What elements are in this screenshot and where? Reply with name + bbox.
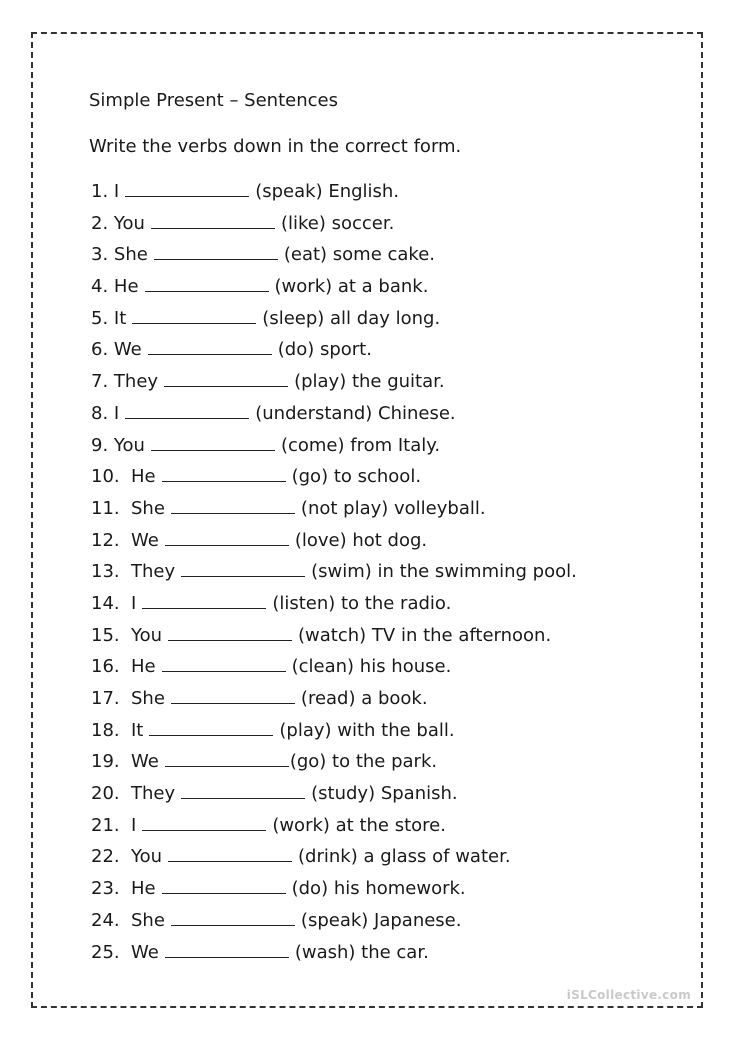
item-prompt: (speak) Japanese.	[300, 909, 462, 931]
exercise-item	[91, 590, 577, 622]
item-prompt: (do) sport.	[277, 339, 372, 361]
item-prompt: (study) Spanish.	[311, 783, 458, 805]
item-number: 14.	[91, 592, 120, 614]
item-number: 15.	[91, 624, 120, 646]
item-subject: I	[131, 814, 137, 836]
exercise-item	[91, 527, 577, 559]
answer-blank[interactable]	[162, 465, 286, 482]
answer-blank[interactable]	[181, 560, 305, 577]
exercise-item	[91, 241, 577, 273]
item-number: 4.	[91, 276, 109, 298]
item-subject: They	[131, 783, 176, 805]
answer-blank[interactable]	[149, 719, 273, 736]
answer-blank[interactable]	[125, 180, 249, 197]
item-subject: He	[113, 276, 139, 298]
item-prompt: (like) soccer.	[280, 212, 395, 234]
answer-blank[interactable]	[151, 434, 275, 451]
item-subject: They	[131, 561, 176, 583]
item-number: 22.	[91, 846, 120, 868]
answer-blank[interactable]	[181, 782, 305, 799]
exercise-item	[91, 495, 577, 527]
answer-blank[interactable]	[171, 909, 295, 926]
exercise-item	[91, 685, 577, 717]
item-number: 12.	[91, 529, 120, 551]
answer-blank[interactable]	[142, 814, 266, 831]
item-number: 6.	[91, 339, 109, 361]
item-number: 13.	[91, 561, 120, 583]
watermark: iSLCollective.com	[566, 988, 691, 1002]
answer-blank[interactable]	[148, 338, 272, 355]
item-prompt: (understand) Chinese.	[255, 402, 456, 424]
item-subject: She	[131, 909, 165, 931]
item-prompt: (read) a book.	[300, 688, 428, 709]
item-prompt: (sleep) all day long.	[262, 307, 441, 329]
exercise-item	[91, 178, 577, 210]
item-prompt: (go) to school.	[291, 466, 422, 488]
answer-blank[interactable]	[162, 655, 286, 672]
answer-blank[interactable]	[151, 212, 275, 229]
worksheet-instruction: Write the verbs down in the correct form.	[89, 136, 462, 157]
item-subject: It	[131, 719, 144, 741]
item-number: 1.	[91, 181, 109, 202]
item-prompt: (work) at the store.	[272, 814, 446, 836]
answer-blank[interactable]	[171, 497, 295, 514]
exercise-item	[91, 558, 577, 590]
item-number: 11.	[91, 497, 120, 519]
exercise-item	[91, 843, 577, 875]
answer-blank[interactable]	[168, 624, 292, 641]
item-number: 25.	[91, 941, 120, 963]
answer-blank[interactable]	[142, 592, 266, 609]
exercise-item	[91, 812, 577, 844]
answer-blank[interactable]	[154, 243, 278, 260]
answer-blank[interactable]	[165, 941, 289, 958]
item-number: 10.	[91, 466, 120, 488]
item-subject: She	[113, 244, 148, 266]
item-prompt: (do) his homework.	[291, 878, 466, 900]
item-subject: We	[131, 529, 159, 551]
item-prompt: (play) with the ball.	[279, 719, 455, 741]
item-subject: You	[131, 846, 163, 868]
item-number: 20.	[91, 783, 120, 805]
item-subject: She	[131, 497, 165, 519]
exercise-item	[91, 368, 577, 400]
item-prompt: (watch) TV in the afternoon.	[298, 624, 552, 646]
exercise-item	[91, 400, 577, 432]
item-prompt: (play) the guitar.	[294, 371, 445, 393]
item-subject: You	[113, 212, 145, 234]
item-number: 2.	[91, 212, 109, 234]
exercise-item	[91, 939, 577, 971]
item-subject: She	[131, 688, 165, 709]
item-prompt: (love) hot dog.	[294, 529, 428, 551]
exercise-item	[91, 432, 577, 464]
item-subject: I	[113, 402, 120, 424]
item-subject: He	[131, 656, 156, 678]
exercise-item	[91, 748, 577, 780]
answer-blank[interactable]	[168, 845, 292, 862]
answer-blank[interactable]	[125, 402, 249, 419]
item-prompt: (speak) English.	[255, 181, 400, 202]
item-number: 5.	[91, 307, 109, 329]
item-subject: We	[131, 751, 159, 773]
worksheet-title: Simple Present – Sentences	[89, 90, 338, 111]
item-prompt: (wash) the car.	[294, 941, 429, 963]
answer-blank[interactable]	[162, 877, 286, 894]
item-number: 17.	[91, 688, 120, 709]
exercise-item	[91, 780, 577, 812]
item-prompt: (listen) to the radio.	[272, 592, 452, 614]
item-number: 24.	[91, 909, 120, 931]
item-prompt: (work) at a bank.	[274, 276, 429, 298]
answer-blank[interactable]	[165, 750, 289, 767]
item-number: 9.	[91, 434, 109, 456]
item-prompt: (come) from Italy.	[280, 434, 441, 456]
exercise-item	[91, 273, 577, 305]
item-subject: It	[113, 307, 127, 329]
answer-blank[interactable]	[171, 687, 295, 704]
exercise-item	[91, 653, 577, 685]
exercise-item	[91, 210, 577, 242]
exercise-item	[91, 717, 577, 749]
item-subject: I	[113, 181, 120, 202]
item-subject: We	[131, 941, 159, 963]
item-number: 21.	[91, 814, 120, 836]
exercise-item	[91, 622, 577, 654]
item-number: 23.	[91, 878, 120, 900]
item-number: 18.	[91, 719, 120, 741]
item-prompt: (go) to the park.	[289, 751, 438, 773]
item-subject: He	[131, 878, 156, 900]
exercise-item	[91, 875, 577, 907]
item-number: 19.	[91, 751, 120, 773]
item-subject: They	[113, 371, 159, 393]
exercise-item	[91, 305, 577, 337]
answer-blank[interactable]	[165, 529, 289, 546]
item-prompt: (not play) volleyball.	[300, 497, 486, 519]
answer-blank[interactable]	[145, 275, 269, 292]
exercise-item	[91, 336, 577, 368]
exercise-item	[91, 907, 577, 939]
item-subject: You	[131, 624, 163, 646]
item-subject: We	[113, 339, 142, 361]
item-number: 16.	[91, 656, 120, 678]
exercise-list	[91, 178, 577, 970]
item-prompt: (drink) a glass of water.	[298, 846, 511, 868]
item-prompt: (swim) in the swimming pool.	[311, 561, 577, 583]
item-subject: I	[131, 592, 137, 614]
item-subject: You	[113, 434, 145, 456]
item-number: 3.	[91, 244, 109, 266]
item-number: 7.	[91, 371, 109, 393]
item-prompt: (clean) his house.	[291, 656, 452, 678]
item-prompt: (eat) some cake.	[283, 244, 435, 266]
item-number: 8.	[91, 402, 109, 424]
exercise-item	[91, 463, 577, 495]
answer-blank[interactable]	[164, 370, 288, 387]
answer-blank[interactable]	[132, 307, 256, 324]
item-subject: He	[131, 466, 156, 488]
